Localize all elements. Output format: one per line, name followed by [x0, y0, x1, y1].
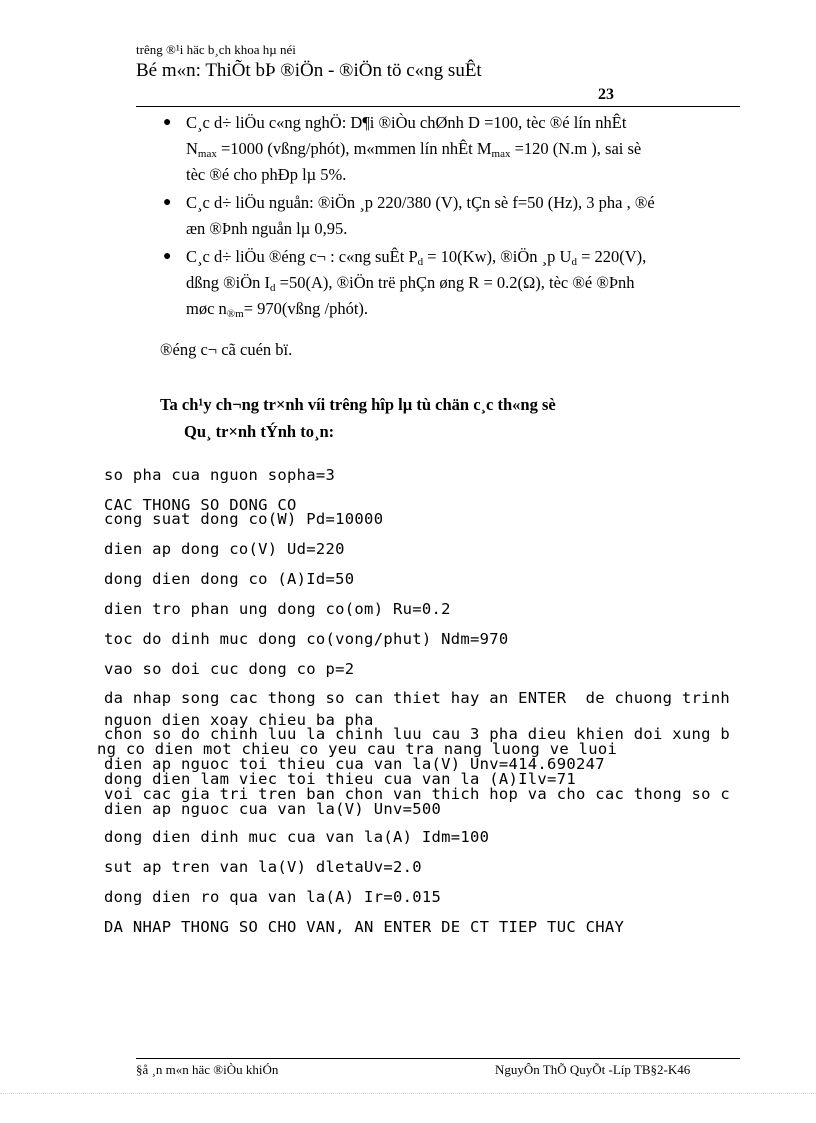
console-line: so pha cua nguon sopha=3	[104, 466, 336, 484]
console-line: CAC THONG SO DONG CO	[104, 496, 297, 514]
bullet-dot: ●	[163, 115, 172, 130]
console-line: dien ap nguoc cua van la(V) Unv=500	[104, 800, 442, 818]
console-line: dien ap nguoc toi thieu cua van la(V) Unv=414.690247	[104, 755, 605, 773]
console-line: dien tro phan ung dong co(om) Ru=0.2	[104, 600, 451, 618]
console-line: cong suat dong co(W) Pd=10000	[104, 510, 384, 528]
page-number: 23	[598, 86, 614, 103]
bullet-line: møc $n_{®m}=$ 970(vßng /phót).	[186, 299, 369, 320]
header-rule	[136, 106, 740, 107]
bullet-dot: ●	[163, 249, 172, 264]
console-line: dong dien ro qua van la(A) Ir=0.015	[104, 888, 442, 906]
header-school: trêng ®¹i häc b¸ch khoa hµ néi	[136, 42, 296, 57]
bullet-line: dßng ®iÖn $I_d =50(A)$, ®iÖn trë phÇn øng R = 0.2(Ω), tèc ®é ®Þnh	[186, 273, 635, 294]
console-line: voi cac gia tri tren ban chon van thich hop va cho cac thong so c	[104, 785, 731, 803]
console-line: da nhap song cac thong so can thiet hay an ENTER de chuong trinh	[104, 689, 731, 707]
bullet-line: C¸c d÷ liÖu c«ng nghÖ: D¶i ®iÒu chØnh D =100, tèc ®é lín nhÊt	[186, 113, 627, 132]
motor-note: ®éng c¬ cã cuén bï.	[160, 340, 293, 359]
bullet-line: C¸c d÷ liÖu nguån: ®iÖn ¸p 220/380 (V), tÇn sè f=50 (Hz), 3 pha , ®é	[186, 193, 655, 212]
bullet-dot: ●	[163, 195, 172, 210]
section-heading: Ta ch¹y ch¬ng tr×nh víi trêng hîp lµ tù chän c¸c th«ng sè	[160, 395, 556, 414]
footer-rule	[136, 1058, 740, 1059]
console-line: ng co dien mot chieu co yeu cau tra nang luong ve luoi	[97, 740, 618, 758]
footer-left: §å ¸n m«n häc ®iÒu khiÓn	[136, 1062, 279, 1077]
console-line: dien ap dong co(V) Ud=220	[104, 540, 345, 558]
bullet-tech-data	[160, 110, 750, 188]
console-line: sut ap tren van la(V) dletaUv=2.0	[104, 858, 422, 876]
bullet-list	[160, 110, 750, 322]
console-line: dong dien dinh muc cua van la(A) Idm=100	[104, 828, 490, 846]
console-line: vao so doi cuc dong co p=2	[104, 660, 355, 678]
footer-right: NguyÔn ThÕ QuyÕt -Líp TB§2-K46	[495, 1062, 691, 1077]
bullet-motor-data	[160, 244, 750, 322]
bullet-line: C¸c d÷ liÖu ®éng c¬ : c«ng suÊt $P_d = 10(Kw)$, ®iÖn ¸p $U_d = 220(V)$,	[186, 247, 647, 268]
console-line: dong dien dong co (A)Id=50	[104, 570, 355, 588]
page-edge-dotted-line	[0, 1093, 816, 1094]
console-line: toc do dinh muc dong co(vong/phut) Ndm=970	[104, 630, 509, 648]
console-line: chon so do chinh luu la chinh luu cau 3 pha dieu khien doi xung b	[104, 725, 731, 743]
console-line: dong dien lam viec toi thieu cua van la (A)Ilv=71	[104, 770, 576, 788]
bullet-line: tèc ®é cho phÐp lµ 5%.	[186, 165, 347, 184]
bullet-source-data	[160, 190, 750, 242]
console-line: nguon dien xoay chieu ba pha	[104, 711, 374, 729]
bullet-line: æn ®Þnh nguån lµ 0,95.	[186, 219, 348, 238]
sub-heading: Qu¸ tr×nh tÝnh to¸n:	[184, 422, 335, 441]
header-title: Bé m«n: ThiÕt bÞ ®iÖn - ®iÖn tö c«ng suÊt	[136, 60, 482, 81]
console-line: DA NHAP THONG SO CHO VAN, AN ENTER DE CT TIEP TUC CHAY	[104, 918, 625, 936]
bullet-line: $N_{max} =1000$ (vßng/phót), m«mmen lín nhÊt $M_{max} =120$ (N.m ), sai sè	[186, 139, 642, 160]
